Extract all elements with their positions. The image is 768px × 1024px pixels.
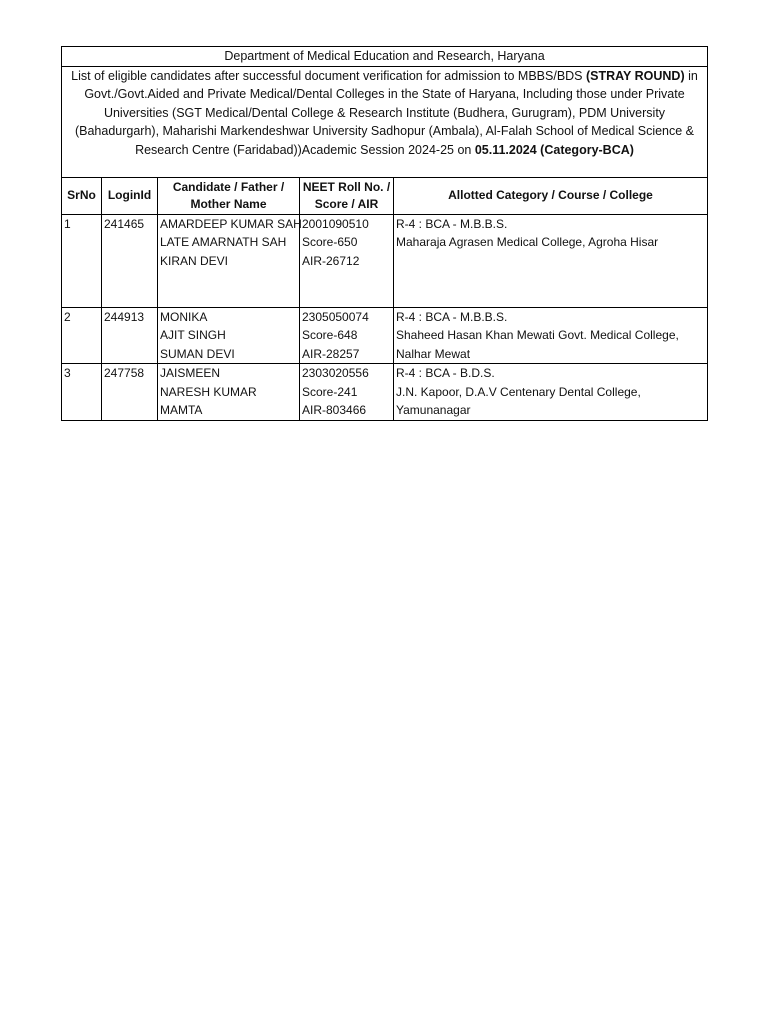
cell-loginid: 244913 (102, 307, 158, 364)
roll-number: 2303020556 (302, 366, 369, 380)
father-name: AJIT SINGH (160, 328, 226, 342)
table-header-row (62, 177, 708, 214)
cell-loginid: 241465 (102, 214, 158, 307)
cell-srno: 1 (62, 214, 102, 307)
father-name: LATE AMARNATH SAH (160, 235, 287, 249)
cell-neet (300, 307, 394, 364)
stray-round-label: (STRAY ROUND) (586, 68, 685, 83)
allotted-college: Shaheed Hasan Khan Mewati Govt. Medical College, Nalhar Mewat (396, 328, 679, 361)
date-category-label: 05.11.2024 (Category-BCA) (474, 142, 634, 157)
cell-srno: 2 (62, 307, 102, 364)
header-allotted: Allotted Category / Course / College (394, 177, 708, 214)
cell-neet (300, 214, 394, 307)
allotted-category: R-4 : BCA - M.B.B.S. (396, 216, 508, 231)
cell-allotted (394, 214, 708, 307)
mother-name: MAMTA (160, 403, 203, 417)
candidate-name: MONIKA (160, 309, 208, 324)
department-heading: Department of Medical Education and Research, Haryana (62, 47, 708, 67)
cell-neet (300, 364, 394, 421)
allotted-category: R-4 : BCA - M.B.B.S. (396, 309, 508, 324)
mother-name: SUMAN DEVI (160, 346, 235, 361)
table-row (62, 364, 708, 421)
candidate-name: JAISMEEN (160, 366, 221, 380)
cell-allotted (394, 307, 708, 364)
mother-name: KIRAN DEVI (160, 253, 229, 268)
allotted-category: R-4 : BCA - B.D.S. (396, 366, 495, 380)
air: AIR-803466 (302, 403, 367, 417)
candidate-list-table (61, 46, 708, 421)
roll-number: 2001090510 (302, 216, 369, 231)
header-loginid: LoginId (102, 177, 158, 214)
description-text-2: in Govt./Govt.Aided and Private Medical/Dental Colleges in the State of Haryana, Including those under Private Universities (SGT Medical/Dental College & Research Institute (Budhera, Gurugram), PDM University (Bahadurgarh), Maharishi Markendeshwar University Sadhopur (Ambala), Al-Falah School of Medical Science & Research Centre (Faridabad))Academic Session 2024-25 on (74, 68, 698, 157)
cell-srno: 3 (62, 364, 102, 421)
cell-names (158, 214, 300, 307)
allotted-college: Maharaja Agrasen Medical College, Agroha Hisar (396, 235, 659, 249)
cell-names (158, 307, 300, 364)
candidate-name: AMARDEEP KUMAR SAH (160, 216, 302, 231)
list-description (62, 66, 708, 177)
cell-names (158, 364, 300, 421)
description-text-1: List of eligible candidates after successful document verification for admission to MBBS/BDS (71, 68, 586, 83)
score: Score-648 (302, 328, 358, 342)
score: Score-650 (302, 235, 358, 249)
air: AIR-26712 (302, 253, 360, 268)
cell-loginid: 247758 (102, 364, 158, 421)
header-srno: SrNo (62, 177, 102, 214)
table-row (62, 307, 708, 364)
father-name: NARESH KUMAR (160, 384, 257, 399)
air: AIR-28257 (302, 346, 360, 361)
cell-allotted (394, 364, 708, 421)
allotted-college: J.N. Kapoor, D.A.V Centenary Dental College, Yamunanagar (396, 384, 641, 417)
roll-number: 2305050074 (302, 309, 369, 324)
header-neet: NEET Roll No. / Score / AIR (300, 177, 394, 214)
table-row (62, 214, 708, 307)
score: Score-241 (302, 384, 358, 399)
header-candidate: Candidate / Father / Mother Name (158, 177, 300, 214)
